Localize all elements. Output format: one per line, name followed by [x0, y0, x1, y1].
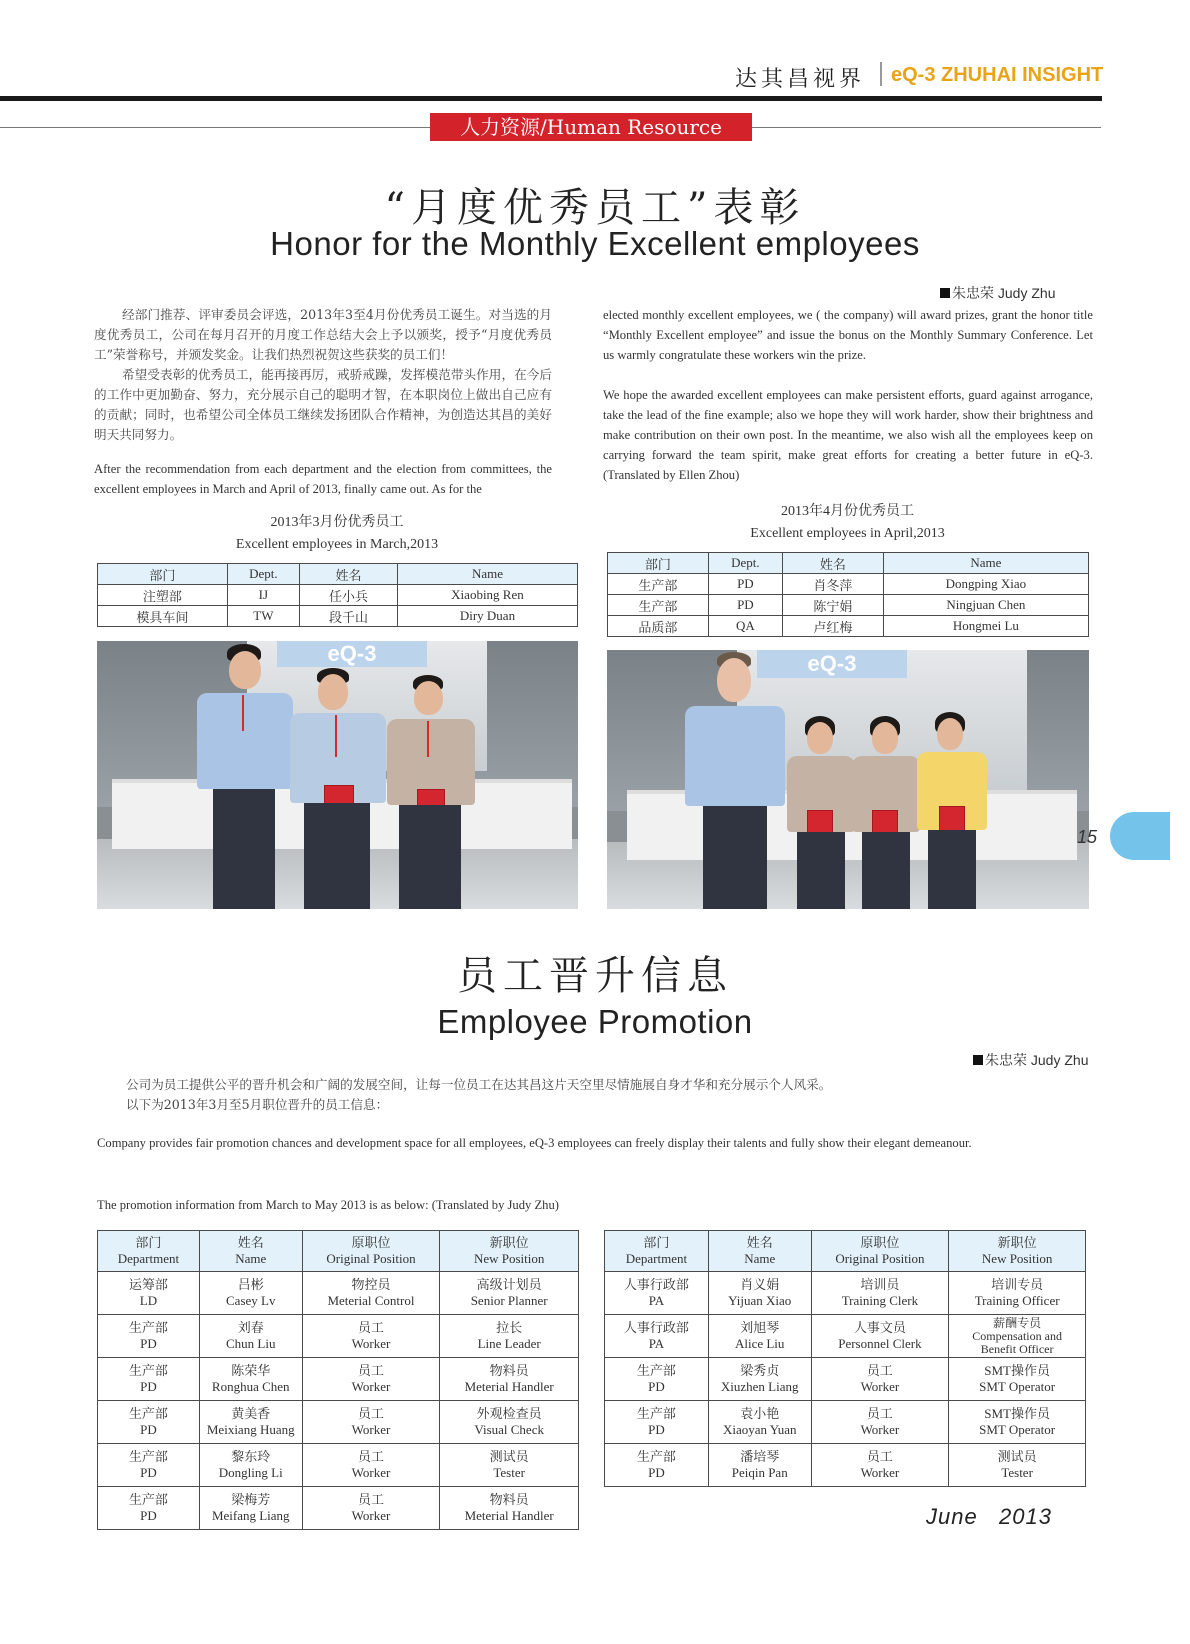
march-table [97, 563, 578, 627]
table-row [608, 574, 1089, 595]
table-cell: 生产部 PD [605, 1401, 709, 1444]
article1-cn-paragraph-1: 经部门推荐、评审委员会评选，2013年3至4月份优秀员工诞生。对当选的月度优秀员工，公司在每月召开的月度工作总结大会上予以颁奖，授予“月度优秀员工”荣誉称号，并颁发奖金。让我们热烈祝贺这些获奖的员工们！ [94, 307, 552, 362]
article1-en-right-2: We hope the awarded excellent employees can make persistent efforts, guard against arrogance, take the lead of the fine example; also we hope they will work harder, show their brightness and make contribution on their own post. In the meantime, we also wish all the employees keep on carrying forward the team spirit, make great efforts for creating a better future in eQ-3. (Translated by Ellen Zhou) [603, 388, 1093, 482]
table-cell: 陈宁娟 [783, 595, 884, 616]
table-row [605, 1315, 1086, 1358]
table-header-row [608, 553, 1089, 574]
table-cell: 梁梅芳 Meifang Liang [199, 1487, 302, 1530]
table-header-row [605, 1231, 1086, 1272]
table-cell: 生产部 PD [98, 1315, 200, 1358]
table-cell: 品质部 [608, 616, 709, 637]
section-rule-left [0, 127, 430, 128]
april-caption [607, 501, 1088, 545]
promotion-table-right [604, 1230, 1086, 1487]
table-row [98, 1444, 579, 1487]
table-cell: 员工 Worker [302, 1401, 440, 1444]
table-cell: 物控员 Meterial Control [302, 1272, 440, 1315]
table-cell: 培训员 Training Clerk [811, 1272, 949, 1315]
article2-en-paragraph-2: The promotion information from March to May 2013 is as below: (Translated by Judy Zhu) [97, 1198, 559, 1212]
table-row [98, 606, 578, 627]
table-cell: 运筹部 LD [98, 1272, 200, 1315]
table-header-cell: 原职位 Original Position [302, 1231, 440, 1272]
table-row [98, 585, 578, 606]
table-cell: 员工 Worker [811, 1444, 949, 1487]
table-header-cell: Name [883, 553, 1088, 574]
table-row [605, 1401, 1086, 1444]
table-cell: 物料员 Meterial Handler [440, 1487, 579, 1530]
table-cell: 员工 Worker [302, 1315, 440, 1358]
table-cell: 人事行政部 PA [605, 1315, 709, 1358]
promotion-table-left [97, 1230, 579, 1530]
article1-title-en: Honor for the Monthly Excellent employees [270, 225, 920, 262]
table-header-cell: 姓名 [783, 553, 884, 574]
table-row [605, 1358, 1086, 1401]
table-header-cell: 原职位 Original Position [811, 1231, 949, 1272]
table-header-row [98, 564, 578, 585]
march-caption-en: Excellent employees in March,2013 [235, 537, 439, 552]
table-cell: Diry Duan [397, 606, 577, 627]
table-cell: 生产部 PD [98, 1444, 200, 1487]
table-cell: 袁小艳 Xiaoyan Yuan [708, 1401, 811, 1444]
april-caption-cn: 2013年4月份优秀员工 [781, 504, 914, 519]
table-cell: Xiaobing Ren [397, 585, 577, 606]
table-header-cell: 新职位 New Position [440, 1231, 579, 1272]
table-cell: PD [708, 595, 782, 616]
table-cell: SMT操作员 SMT Operator [949, 1358, 1086, 1401]
table-cell: TW [227, 606, 299, 627]
table-cell: Hongmei Lu [883, 616, 1088, 637]
table-row [98, 1315, 579, 1358]
byline-text: 朱忠荣 Judy Zhu [985, 1052, 1089, 1068]
table-cell: 刘旭琴 Alice Liu [708, 1315, 811, 1358]
table-cell: 生产部 PD [605, 1358, 709, 1401]
article1-byline [940, 283, 1055, 303]
table-header-cell: 部门 [608, 553, 709, 574]
table-row [608, 595, 1089, 616]
table-row [608, 616, 1089, 637]
table-cell: 潘培琴 Peiqin Pan [708, 1444, 811, 1487]
table-cell: 陈荣华 Ronghua Chen [199, 1358, 302, 1401]
table-row [605, 1444, 1086, 1487]
article1-cn-paragraph-2: 希望受表彰的优秀员工，能再接再厉，戒骄戒躁，发挥模范带头作用，在今后的工作中更加勤奋、努力，充分展示自己的聪明才智，在本职岗位上做出自己应有的贡献；同时，也希望公司全体员工继续发扬团队合作精神，为创造达其昌的美好明天共同努力。 [94, 367, 552, 442]
table-cell: 外观检查员 Visual Check [440, 1401, 579, 1444]
table-cell: 测试员 Tester [440, 1444, 579, 1487]
table-cell: 卢红梅 [783, 616, 884, 637]
table-cell: 员工 Worker [302, 1444, 440, 1487]
table-cell: 梁秀贞 Xiuzhen Liang [708, 1358, 811, 1401]
article2-cn-line-2: 以下为2013年3月至5月职位晋升的员工信息： [126, 1097, 389, 1112]
table-cell: 生产部 [608, 595, 709, 616]
article2-byline [973, 1050, 1088, 1070]
table-header-cell: 部门 Department [98, 1231, 200, 1272]
april-caption-en: Excellent employees in April,2013 [750, 526, 945, 541]
article1-title-cn: “月度优秀员工”表彰 [384, 185, 806, 231]
table-header-cell: 部门 [98, 564, 228, 585]
article1-left-column [94, 305, 552, 499]
article1-right-column [603, 305, 1093, 485]
magazine-title-cn: 达其昌视界 [735, 67, 866, 92]
table-cell: 薪酬专员 Compensation and Benefit Officer [949, 1315, 1086, 1358]
table-cell: 高级计划员 Senior Planner [440, 1272, 579, 1315]
table-cell: 生产部 PD [98, 1401, 200, 1444]
page-number: 15 [1077, 827, 1098, 847]
eq3-logo-sign: eQ-3 [757, 650, 907, 678]
table-cell: 拉长 Line Leader [440, 1315, 579, 1358]
section-label: 人力资源/Human Resource [430, 113, 752, 141]
table-header-cell: Dept. [708, 553, 782, 574]
table-cell: Dongping Xiao [883, 574, 1088, 595]
table-row [605, 1272, 1086, 1315]
section-rule-right [751, 127, 1101, 128]
table-header-cell: 新职位 New Position [949, 1231, 1086, 1272]
march-award-photo [97, 641, 578, 909]
table-cell: QA [708, 616, 782, 637]
table-cell: 生产部 PD [605, 1444, 709, 1487]
table-cell: 刘春 Chun Liu [199, 1315, 302, 1358]
table-header-cell: 姓名 [300, 564, 398, 585]
page-number-tab [1110, 812, 1170, 860]
eq3-logo-sign: eQ-3 [277, 641, 427, 667]
table-cell: Ningjuan Chen [883, 595, 1088, 616]
header-separator [880, 62, 882, 86]
table-cell: 肖冬萍 [783, 574, 884, 595]
byline-square-icon [940, 288, 950, 298]
table-cell: IJ [227, 585, 299, 606]
table-cell: 员工 Worker [302, 1487, 440, 1530]
byline-text: 朱忠荣 Judy Zhu [952, 285, 1056, 301]
table-header-cell: Name [397, 564, 577, 585]
april-table [607, 552, 1089, 637]
table-cell: SMT操作员 SMT Operator [949, 1401, 1086, 1444]
table-cell: 黎东玲 Dongling Li [199, 1444, 302, 1487]
header-rule [0, 96, 1102, 101]
table-row [98, 1487, 579, 1530]
article1-en-left: After the recommendation from each department and the election from committees, the excellent employees in March and April of 2013, finally came out. As for the [94, 462, 552, 496]
table-cell: 员工 Worker [811, 1358, 949, 1401]
table-cell: 生产部 [608, 574, 709, 595]
table-header-cell: 姓名 Name [199, 1231, 302, 1272]
article1-en-right-1: elected monthly excellent employees, we ( the company) will award prizes, grant the honor title “Monthly Excellent employee” and issue the bonus on the Monthly Summary Conference. Let us warmly congratulate these workers win the prize. [603, 308, 1093, 362]
table-cell: 员工 Worker [811, 1401, 949, 1444]
march-caption [97, 512, 577, 556]
table-header-row [98, 1231, 579, 1272]
article2-title-cn: 员工晋升信息 [457, 953, 733, 999]
table-cell: 生产部 PD [98, 1487, 200, 1530]
table-cell: 测试员 Tester [949, 1444, 1086, 1487]
table-cell: 吕彬 Casey Lv [199, 1272, 302, 1315]
article2-title-en: Employee Promotion [437, 1003, 753, 1040]
table-cell: 生产部 PD [98, 1358, 200, 1401]
issue-date: June 2013 [926, 1504, 1052, 1529]
april-award-photo [607, 650, 1089, 909]
table-cell: 模具车间 [98, 606, 228, 627]
table-cell: 物料员 Meterial Handler [440, 1358, 579, 1401]
table-cell: 段千山 [300, 606, 398, 627]
table-header-cell: 部门 Department [605, 1231, 709, 1272]
magazine-title-en: eQ-3 ZHUHAI INSIGHT [891, 64, 1104, 86]
table-header-cell: Dept. [227, 564, 299, 585]
table-row [98, 1272, 579, 1315]
byline-square-icon [973, 1055, 983, 1065]
table-cell: 培训专员 Training Officer [949, 1272, 1086, 1315]
table-row [98, 1358, 579, 1401]
table-header-cell: 姓名 Name [708, 1231, 811, 1272]
table-cell: 任小兵 [300, 585, 398, 606]
table-cell: 人事文员 Personnel Clerk [811, 1315, 949, 1358]
table-cell: PD [708, 574, 782, 595]
article2-en-paragraph-1: Company provides fair promotion chances and development space for all employees, eQ-3 employees can freely display their talents and fully show their elegant demeanour. [97, 1136, 972, 1150]
march-caption-cn: 2013年3月份优秀员工 [270, 515, 404, 530]
table-cell: 员工 Worker [302, 1358, 440, 1401]
article2-cn-line-1: 公司为员工提供公平的晋升机会和广阔的发展空间，让每一位员工在达其昌这片天空里尽情施展自身才华和充分展示个人风采。 [126, 1077, 832, 1092]
table-row [98, 1401, 579, 1444]
table-cell: 肖义娟 Yijuan Xiao [708, 1272, 811, 1315]
table-cell: 注塑部 [98, 585, 228, 606]
table-cell: 人事行政部 PA [605, 1272, 709, 1315]
table-cell: 黄美香 Meixiang Huang [199, 1401, 302, 1444]
